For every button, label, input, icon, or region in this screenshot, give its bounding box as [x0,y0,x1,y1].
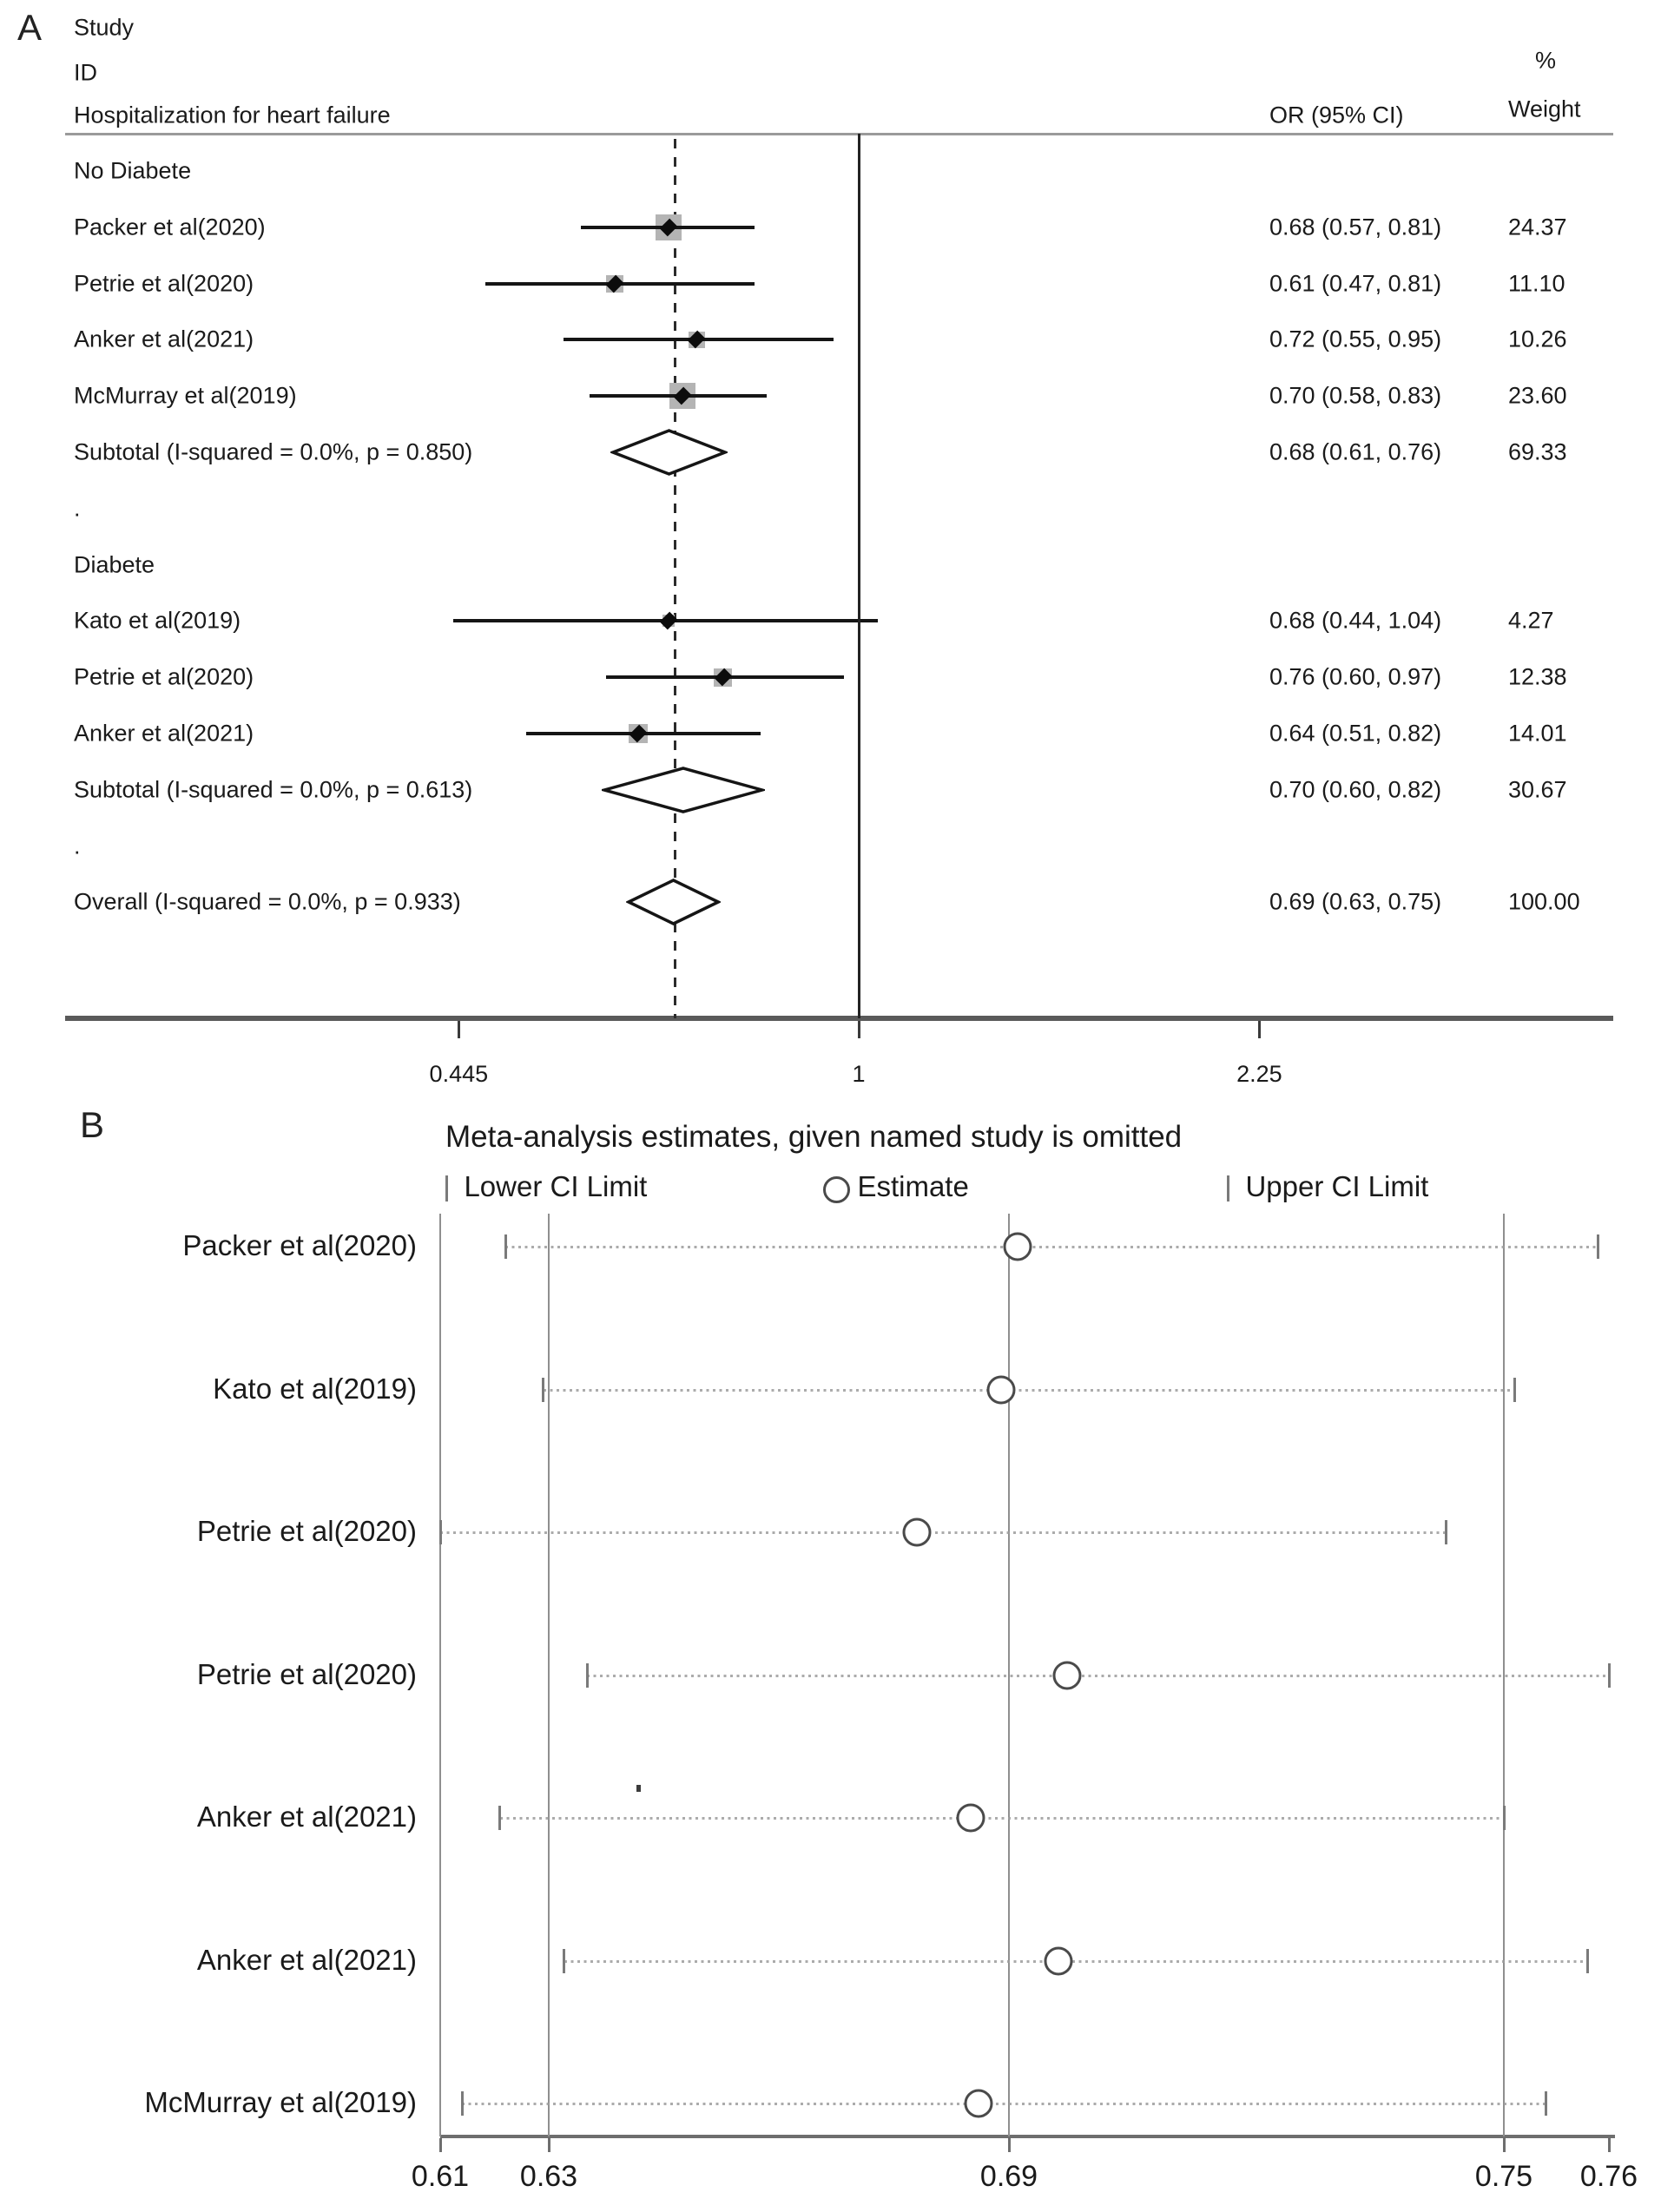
ci-dotted-line [544,1389,1514,1392]
lower-ci-bar [586,1663,589,1688]
pooled-diamond [602,766,765,814]
row-label: Diabete [74,551,155,578]
x-tick-mark [548,2138,550,2152]
header-rule [65,133,1613,135]
weight-value: 30.67 [1508,776,1567,803]
row-label: Kato et al(2019) [213,1373,417,1405]
x-tick-mark [458,1021,460,1038]
upper-ci-bar [1586,1949,1589,1973]
or-ci-value: 0.68 (0.61, 0.76) [1269,438,1442,465]
estimate-circle [1052,1662,1081,1690]
header-weight: Weight [1508,95,1581,122]
estimate-circle [987,1376,1016,1405]
row-label: Overall (I-squared = 0.0%, p = 0.933) [74,888,461,915]
stray-mark [636,1785,641,1792]
weight-value: 69.33 [1508,438,1567,465]
ci-dotted-line [587,1675,1609,1677]
estimate-circle-icon [823,1176,850,1203]
row-label: Petrie et al(2020) [74,663,254,690]
row-label: Petrie et al(2020) [74,270,254,297]
row-label: Packer et al(2020) [182,1229,417,1261]
row-label: No Diabete [74,157,192,184]
or-ci-value: 0.68 (0.57, 0.81) [1269,214,1442,240]
weight-value: 11.10 [1508,270,1565,297]
or-ci-value: 0.68 (0.44, 1.04) [1269,607,1442,634]
row-label: Anker et al(2021) [196,1801,417,1833]
upper-ci-bar [1597,1234,1599,1259]
or-ci-value: 0.69 (0.63, 0.75) [1269,888,1442,915]
legend-lower-label: Lower CI Limit [464,1170,648,1202]
x-tick-label: 0.75 [1474,2160,1533,2193]
row-label: Anker et al(2021) [74,720,254,747]
row-label: Kato et al(2019) [74,607,241,634]
header-outcome: Hospitalization for heart failure [74,102,391,128]
legend-upper [1227,1170,1428,1206]
panel-b-x-axis [440,2135,1615,2138]
or-ci-value: 0.72 (0.55, 0.95) [1269,326,1442,352]
row-label: Anker et al(2021) [74,326,254,352]
ci-dotted-line [462,2103,1546,2105]
lower-ci-bar [563,1949,565,1973]
plot-left-frame [439,1214,441,2136]
weight-value: 14.01 [1508,720,1567,747]
row-label: Petrie et al(2020) [196,1515,417,1547]
estimate-circle [956,1804,985,1833]
header-id: ID [74,59,97,86]
weight-value: 4.27 [1508,607,1554,634]
header-or-ci: OR (95% CI) [1269,102,1404,128]
panel-b-letter: B [80,1104,105,1145]
lower-ci-bar [504,1234,507,1259]
or-ci-value: 0.61 (0.47, 0.81) [1269,270,1442,297]
weight-value: 12.38 [1508,663,1567,690]
estimate-circle [964,2090,992,2118]
x-tick-label: 2.25 [1236,1061,1282,1087]
row-label: . [74,495,81,522]
row-label: Subtotal (I-squared = 0.0%, p = 0.850) [74,438,473,465]
x-tick-label: 0.63 [519,2160,578,2193]
header-percent: % [1535,47,1557,74]
lower-ci-bar [498,1806,501,1830]
ci-dotted-line [500,1817,1504,1820]
header-study: Study [74,14,135,41]
or-ci-value: 0.70 (0.60, 0.82) [1269,776,1442,803]
ci-dotted-line [505,1246,1598,1248]
or-ci-value: 0.64 (0.51, 0.82) [1269,720,1442,747]
x-tick-label: 0.69 [979,2160,1038,2193]
x-tick-mark [858,1021,860,1038]
pooled-diamond [626,878,721,926]
or-ci-value: 0.76 (0.60, 0.97) [1269,663,1442,690]
lower-ci-bar [439,1520,442,1544]
legend-estimate [823,1170,969,1208]
row-label: . [74,833,81,859]
weight-value: 23.60 [1508,382,1567,409]
panel-b-title: Meta-analysis estimates, given named study is omitted [445,1120,1183,1154]
or-ci-value: 0.70 (0.58, 0.83) [1269,382,1442,409]
ci-dotted-line [564,1960,1588,1963]
panel-a-letter: A [17,7,43,48]
row-label: Packer et al(2020) [74,214,266,240]
upper-ci-bar [1608,1663,1611,1688]
weight-value: 24.37 [1508,214,1567,240]
estimate-circle [903,1518,932,1547]
weight-value: 10.26 [1508,326,1567,352]
row-label: McMurray et al(2019) [144,2086,417,2118]
row-label: Petrie et al(2020) [196,1658,417,1690]
null-effect-line [858,134,860,1018]
x-tick-label: 0.61 [411,2160,470,2193]
pooled-diamond [610,428,728,477]
x-tick-mark [1608,2138,1611,2152]
upper-ci-bar [1545,2091,1547,2116]
x-tick-label: 1 [852,1061,866,1087]
x-tick-label: 0.76 [1579,2160,1638,2193]
lower-ci-bar [542,1378,544,1402]
panel-a-x-axis [65,1016,1613,1021]
upper-ci-bar-icon [1227,1175,1229,1201]
x-tick-mark [1258,1021,1261,1038]
estimate-circle [1045,1947,1073,1976]
upper-ci-bar [1513,1378,1516,1402]
upper-ci-bar [1503,1806,1506,1830]
weight-value: 100.00 [1508,888,1580,915]
lower-ci-bar [461,2091,464,2116]
ci-dotted-line [440,1531,1447,1534]
upper-ci-bar [1445,1520,1447,1544]
x-tick-mark [1503,2138,1506,2152]
legend-upper-label: Upper CI Limit [1245,1170,1429,1202]
row-label: Subtotal (I-squared = 0.0%, p = 0.613) [74,776,473,803]
legend-lower [445,1170,647,1206]
x-tick-label: 0.445 [429,1061,489,1087]
x-tick-mark [1008,2138,1011,2152]
estimate-circle [1003,1233,1032,1261]
legend-estimate-label: Estimate [857,1170,969,1202]
gridline [548,1214,550,2136]
x-tick-mark [439,2138,442,2152]
lower-ci-bar-icon [445,1175,448,1201]
row-label: Anker et al(2021) [196,1944,417,1976]
row-label: McMurray et al(2019) [74,382,297,409]
